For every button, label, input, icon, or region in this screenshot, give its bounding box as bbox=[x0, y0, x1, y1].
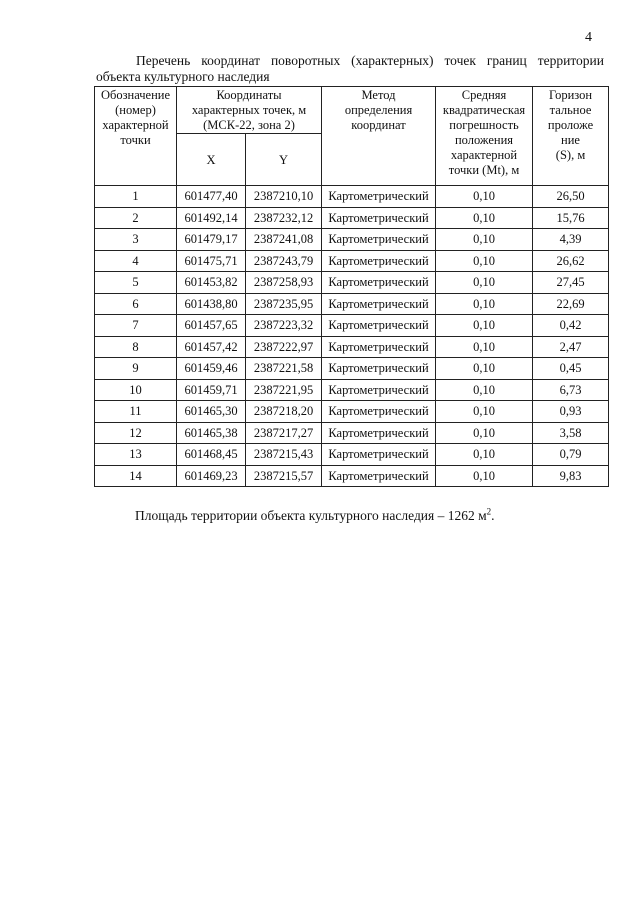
cell-number: 5 bbox=[95, 272, 177, 294]
cell-number: 6 bbox=[95, 293, 177, 315]
cell-mt: 0,10 bbox=[436, 293, 533, 315]
header-error-line: положения bbox=[454, 133, 514, 147]
cell-y: 2387258,93 bbox=[246, 272, 322, 294]
cell-method: Картометрический bbox=[322, 358, 436, 380]
table-row bbox=[95, 293, 609, 315]
header-method bbox=[322, 87, 436, 186]
cell-number: 7 bbox=[95, 315, 177, 337]
header-x: X bbox=[177, 134, 246, 186]
cell-number: 11 bbox=[95, 401, 177, 423]
cell-s: 0,79 bbox=[533, 444, 609, 466]
cell-number: 3 bbox=[95, 229, 177, 251]
cell-y: 2387217,27 bbox=[246, 422, 322, 444]
cell-method: Картометрический bbox=[322, 401, 436, 423]
cell-y: 2387241,08 bbox=[246, 229, 322, 251]
cell-s: 3,58 bbox=[533, 422, 609, 444]
cell-x: 601453,82 bbox=[177, 272, 246, 294]
title-line-2: объекта культурного наследия bbox=[96, 69, 270, 84]
header-method-line: определения bbox=[344, 103, 413, 117]
header-horizontal-line: (S), м bbox=[555, 148, 586, 162]
cell-y: 2387243,79 bbox=[246, 250, 322, 272]
cell-y: 2387215,57 bbox=[246, 465, 322, 487]
cell-mt: 0,10 bbox=[436, 272, 533, 294]
header-horizontal-line: проложе bbox=[547, 118, 594, 132]
title-line-1: Перечень координат поворотных (характерных) точек границ территории bbox=[136, 53, 604, 68]
header-error-line: Средняя bbox=[461, 88, 507, 102]
header-y: Y bbox=[246, 134, 322, 186]
cell-y: 2387215,43 bbox=[246, 444, 322, 466]
cell-s: 22,69 bbox=[533, 293, 609, 315]
cell-number: 4 bbox=[95, 250, 177, 272]
header-horizontal bbox=[533, 87, 609, 186]
table-row bbox=[95, 272, 609, 294]
header-coordinates-line: (МСК-22, зона 2) bbox=[203, 118, 295, 132]
cell-number: 8 bbox=[95, 336, 177, 358]
cell-y: 2387223,32 bbox=[246, 315, 322, 337]
coordinates-table bbox=[94, 86, 609, 487]
table-row bbox=[95, 229, 609, 251]
cell-number: 2 bbox=[95, 207, 177, 229]
cell-number: 14 bbox=[95, 465, 177, 487]
cell-s: 15,76 bbox=[533, 207, 609, 229]
area-suffix: . bbox=[491, 508, 495, 523]
cell-x: 601492,14 bbox=[177, 207, 246, 229]
cell-mt: 0,10 bbox=[436, 250, 533, 272]
cell-method: Картометрический bbox=[322, 186, 436, 208]
table-row bbox=[95, 465, 609, 487]
cell-s: 26,62 bbox=[533, 250, 609, 272]
cell-x: 601438,80 bbox=[177, 293, 246, 315]
cell-s: 2,47 bbox=[533, 336, 609, 358]
header-horizontal-line: Горизон bbox=[548, 88, 593, 102]
page-number: 4 bbox=[585, 30, 592, 45]
cell-s: 27,45 bbox=[533, 272, 609, 294]
cell-s: 0,93 bbox=[533, 401, 609, 423]
cell-mt: 0,10 bbox=[436, 379, 533, 401]
cell-method: Картометрический bbox=[322, 315, 436, 337]
cell-x: 601475,71 bbox=[177, 250, 246, 272]
cell-method: Картометрический bbox=[322, 336, 436, 358]
table-row bbox=[95, 358, 609, 380]
cell-x: 601479,17 bbox=[177, 229, 246, 251]
document-title bbox=[96, 53, 604, 85]
table-row bbox=[95, 186, 609, 208]
area-statement bbox=[135, 508, 495, 524]
cell-method: Картометрический bbox=[322, 250, 436, 272]
cell-number: 12 bbox=[95, 422, 177, 444]
header-designation-line: точки bbox=[120, 133, 151, 147]
table-body bbox=[95, 186, 609, 487]
header-coordinates-line: Координаты bbox=[216, 88, 282, 102]
cell-number: 9 bbox=[95, 358, 177, 380]
cell-y: 2387221,95 bbox=[246, 379, 322, 401]
cell-x: 601477,40 bbox=[177, 186, 246, 208]
cell-x: 601459,71 bbox=[177, 379, 246, 401]
cell-method: Картометрический bbox=[322, 272, 436, 294]
table-row bbox=[95, 336, 609, 358]
cell-method: Картометрический bbox=[322, 379, 436, 401]
header-designation-line: характерной bbox=[102, 118, 169, 132]
header-coordinates-line: характерных точек, м bbox=[191, 103, 307, 117]
header-error-line: точки (Mt), м bbox=[448, 163, 520, 177]
cell-s: 4,39 bbox=[533, 229, 609, 251]
cell-mt: 0,10 bbox=[436, 444, 533, 466]
table-row bbox=[95, 444, 609, 466]
cell-x: 601457,42 bbox=[177, 336, 246, 358]
cell-y: 2387221,58 bbox=[246, 358, 322, 380]
cell-x: 601465,30 bbox=[177, 401, 246, 423]
table-row bbox=[95, 250, 609, 272]
cell-number: 13 bbox=[95, 444, 177, 466]
cell-number: 1 bbox=[95, 186, 177, 208]
header-designation-line: Обозначение bbox=[100, 88, 171, 102]
table-row bbox=[95, 379, 609, 401]
cell-method: Картометрический bbox=[322, 207, 436, 229]
cell-x: 601465,38 bbox=[177, 422, 246, 444]
cell-s: 0,45 bbox=[533, 358, 609, 380]
cell-mt: 0,10 bbox=[436, 186, 533, 208]
cell-method: Картометрический bbox=[322, 422, 436, 444]
area-text: Площадь территории объекта культурного наследия – 1262 м bbox=[135, 508, 487, 523]
cell-mt: 0,10 bbox=[436, 465, 533, 487]
header-coordinates bbox=[177, 87, 322, 134]
header-designation bbox=[95, 87, 177, 186]
table-row bbox=[95, 315, 609, 337]
header-error bbox=[436, 87, 533, 186]
header-method-line: Метод bbox=[361, 88, 396, 102]
area-superscript: 2 bbox=[486, 506, 492, 517]
cell-s: 6,73 bbox=[533, 379, 609, 401]
cell-mt: 0,10 bbox=[436, 336, 533, 358]
cell-method: Картометрический bbox=[322, 465, 436, 487]
header-error-line: квадратическая bbox=[442, 103, 526, 117]
table-row bbox=[95, 422, 609, 444]
cell-method: Картометрический bbox=[322, 293, 436, 315]
cell-mt: 0,10 bbox=[436, 229, 533, 251]
cell-mt: 0,10 bbox=[436, 315, 533, 337]
cell-y: 2387210,10 bbox=[246, 186, 322, 208]
cell-method: Картометрический bbox=[322, 444, 436, 466]
header-method-line: координат bbox=[351, 118, 406, 132]
cell-mt: 0,10 bbox=[436, 207, 533, 229]
header-horizontal-line: ние bbox=[561, 133, 580, 147]
cell-mt: 0,10 bbox=[436, 401, 533, 423]
header-error-line: характерной bbox=[450, 148, 518, 162]
header-horizontal-line: тальное bbox=[549, 103, 592, 117]
cell-method: Картометрический bbox=[322, 229, 436, 251]
header-error-line: погрешность bbox=[449, 118, 519, 132]
table-row bbox=[95, 207, 609, 229]
cell-x: 601469,23 bbox=[177, 465, 246, 487]
cell-y: 2387218,20 bbox=[246, 401, 322, 423]
cell-x: 601468,45 bbox=[177, 444, 246, 466]
cell-mt: 0,10 bbox=[436, 358, 533, 380]
cell-y: 2387232,12 bbox=[246, 207, 322, 229]
cell-s: 26,50 bbox=[533, 186, 609, 208]
cell-s: 9,83 bbox=[533, 465, 609, 487]
header-designation-line: (номер) bbox=[115, 103, 156, 117]
table-row bbox=[95, 401, 609, 423]
cell-number: 10 bbox=[95, 379, 177, 401]
cell-mt: 0,10 bbox=[436, 422, 533, 444]
cell-s: 0,42 bbox=[533, 315, 609, 337]
cell-x: 601459,46 bbox=[177, 358, 246, 380]
cell-y: 2387235,95 bbox=[246, 293, 322, 315]
cell-y: 2387222,97 bbox=[246, 336, 322, 358]
cell-x: 601457,65 bbox=[177, 315, 246, 337]
